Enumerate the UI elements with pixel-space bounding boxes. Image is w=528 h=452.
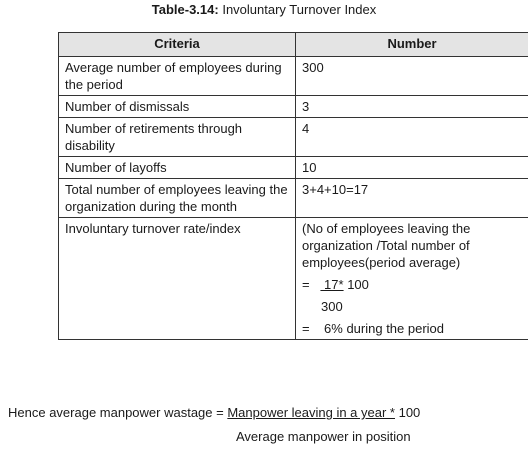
- footer-numerator-rest: 100: [394, 405, 421, 420]
- formula-intro: (No of employees leaving the organization /Total number of employees(period average): [302, 221, 471, 270]
- turnover-table: [58, 32, 528, 340]
- formula-fraction-line: [302, 276, 522, 293]
- formula-result: 6% during the period: [324, 321, 445, 336]
- table-row: [59, 179, 528, 218]
- table-caption: [0, 2, 528, 18]
- formula-result-line: [302, 320, 522, 337]
- header-number: Number: [296, 33, 528, 57]
- criteria-cell: Number of dismissals: [59, 96, 296, 118]
- footer-formula: [8, 404, 420, 421]
- number-cell: 10: [296, 157, 528, 179]
- table-row: [59, 218, 528, 340]
- criteria-cell: Number of layoffs: [59, 157, 296, 179]
- table-row: [59, 118, 528, 157]
- footer-prefix: Hence average manpower wastage =: [8, 405, 228, 420]
- criteria-cell: Total number of employees leaving the organization during the month: [59, 179, 296, 218]
- numerator-underlined: 17*: [320, 277, 344, 292]
- footer-numerator-underlined: Manpower leaving in a year *: [227, 405, 395, 420]
- criteria-cell: Average number of employees during the period: [59, 57, 296, 96]
- numerator-rest: 100: [343, 277, 369, 292]
- number-cell: 3+4+10=17: [296, 179, 528, 218]
- caption-label: Table-3.14:: [151, 2, 219, 17]
- equals-sign: =: [302, 321, 310, 336]
- number-cell: 300: [296, 57, 528, 96]
- table-row: [59, 157, 528, 179]
- criteria-cell: Number of retirements through disability: [59, 118, 296, 157]
- equals-sign: =: [302, 277, 310, 292]
- formula-denominator: 300: [321, 299, 343, 314]
- header-criteria: Criteria: [59, 33, 296, 57]
- criteria-cell: Involuntary turnover rate/index: [59, 218, 296, 340]
- table-row: [59, 57, 528, 96]
- footer-denominator: Average manpower in position: [236, 429, 411, 444]
- formula-cell: [296, 218, 528, 340]
- table-row: [59, 96, 528, 118]
- number-cell: 4: [296, 118, 528, 157]
- caption-title: Involuntary Turnover Index: [222, 2, 377, 17]
- table-header-row: [59, 33, 528, 57]
- number-cell: 3: [296, 96, 528, 118]
